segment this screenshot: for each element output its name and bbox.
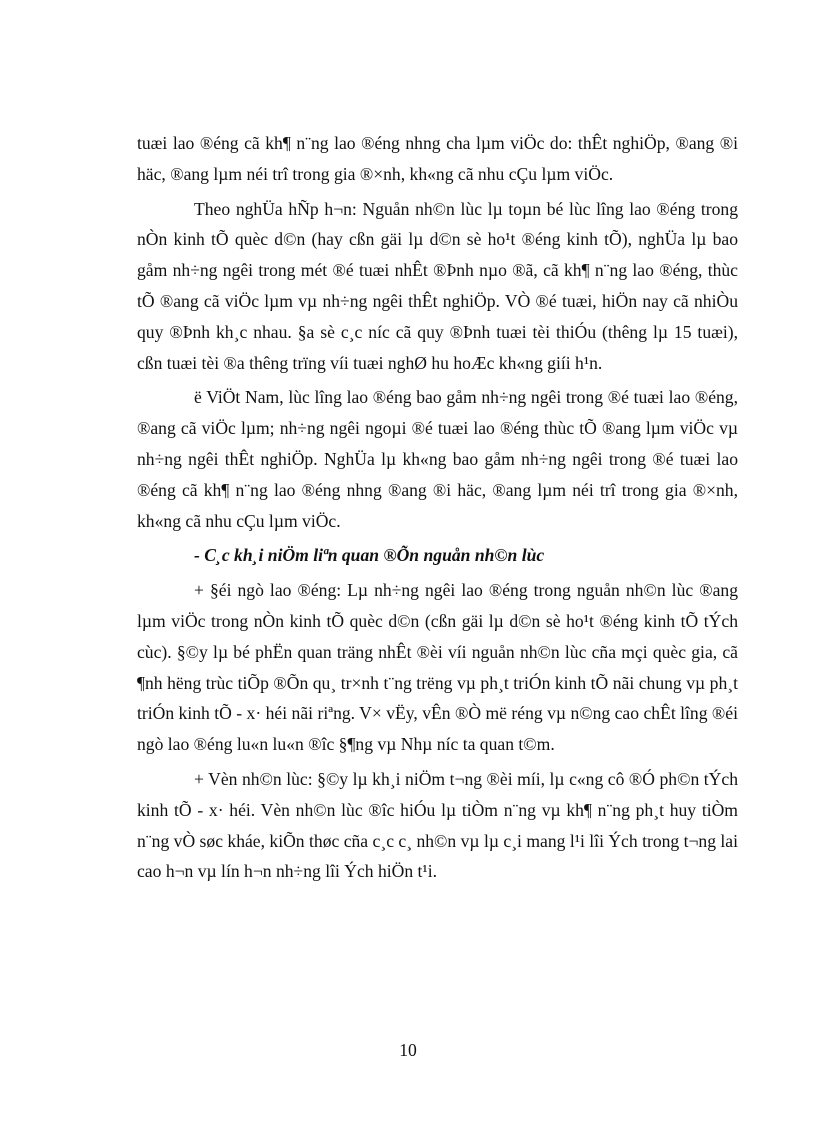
paragraph-human-capital: + Vèn nh©n lùc: §©y lµ kh¸i niÖm t¬ng ®èi míi, lµ c«ng cô ®Ó ph©n tÝch kinh tÕ - x· héi. Vèn nh©n lùc ®îc hiÓu lµ tiÒm n¨ng vµ kh¶ n¨ng ph¸t huy tiÒm n¨ng vÒ søc kháe, kiÕn thøc cña c¸c c¸ nh©n vµ lµ c¸i mang l¹i lîi Ých trong t¬ng lai cao h¬n vµ lín h¬n nh÷ng lîi Ých hiÖn t¹i. <box>137 768 738 882</box>
paragraph-narrow-definition: Theo nghÜa hÑp h¬n: Nguån nh©n lùc lµ toµn bé lùc lîng lao ®éng trong nÒn kinh tÕ quèc d©n (hay cßn gäi lµ d©n sè ho¹t ®éng kinh tÕ), nghÜa lµ bao gåm nh÷ng ngêi trong mét ®é tuæi nhÊt ®Þnh nµo ®ã, cã kh¶ n¨ng lao ®éng, thùc tÕ ®ang cã viÖc lµm vµ nh÷ng ngêi thÊt nghiÖp. VÒ ®é tuæi, hiÖn nay cã nhiÒu quy ®Þnh kh¸c nhau. §a sè c¸c níc cã quy ®Þnh tuæi tèi thiÓu (thêng lµ 15 tuæi), cßn tuæi tèi ®a thêng trïng víi tuæi nghØ hu hoÆc kh«ng giíi h¹n. <box>137 198 738 373</box>
document-page <box>137 128 738 887</box>
section-heading: - C¸c kh¸i niÖm liªn quan ®Õn nguån nh©n lùc <box>194 545 545 566</box>
paragraph-labor-team: + §éi ngò lao ®éng: Lµ nh÷ng ngêi lao ®éng trong nguån nh©n lùc ®ang lµm viÖc trong nÒn kinh tÕ quèc d©n (cßn gäi lµ d©n sè ho¹t ®éng kinh tÕ tÝch cùc). §©y lµ bé phËn quan träng nhÊt ®èi víi nguån nh©n lùc cña mçi quèc gia, cã ¶nh hëng trùc tiÕp ®Õn qu¸ tr×nh t¨ng trëng vµ ph¸t triÓn kinh tÕ nãi chung vµ ph¸t triÓn kinh tÕ - x· héi nãi riªng. V× vËy, vÊn ®Ò më réng vµ n©ng cao chÊt lîng ®éi ngò lao ®éng lu«n lu«n ®îc §¶ng vµ Nhµ níc ta quan t©m. <box>137 580 738 755</box>
page-number: 10 <box>399 1040 417 1060</box>
paragraph-vietnam-labor-force: ë ViÖt Nam, lùc lîng lao ®éng bao gåm nh÷ng ngêi trong ®é tuæi lao ®éng, ®ang cã viÖc lµm; nh÷ng ngêi ngoµi ®é tuæi lao ®éng thùc tÕ ®ang lµm viÖc vµ nh÷ng ngêi thÊt nghiÖp. NghÜa lµ kh«ng bao gåm nh÷ng ngêi trong ®é tuæi lao ®éng cã kh¶ n¨ng lao ®éng nhng ®ang ®i häc, ®ang lµm néi trî trong gia ®×nh, kh«ng cã nhu cÇu lµm viÖc. <box>137 387 738 531</box>
paragraph-continuation: tuæi lao ®éng cã kh¶ n¨ng lao ®éng nhng cha lµm viÖc do: thÊt nghiÖp, ®ang ®i häc, ®ang lµm néi trî trong gia ®×nh, kh«ng cã nhu cÇu lµm viÖc. <box>137 133 738 184</box>
